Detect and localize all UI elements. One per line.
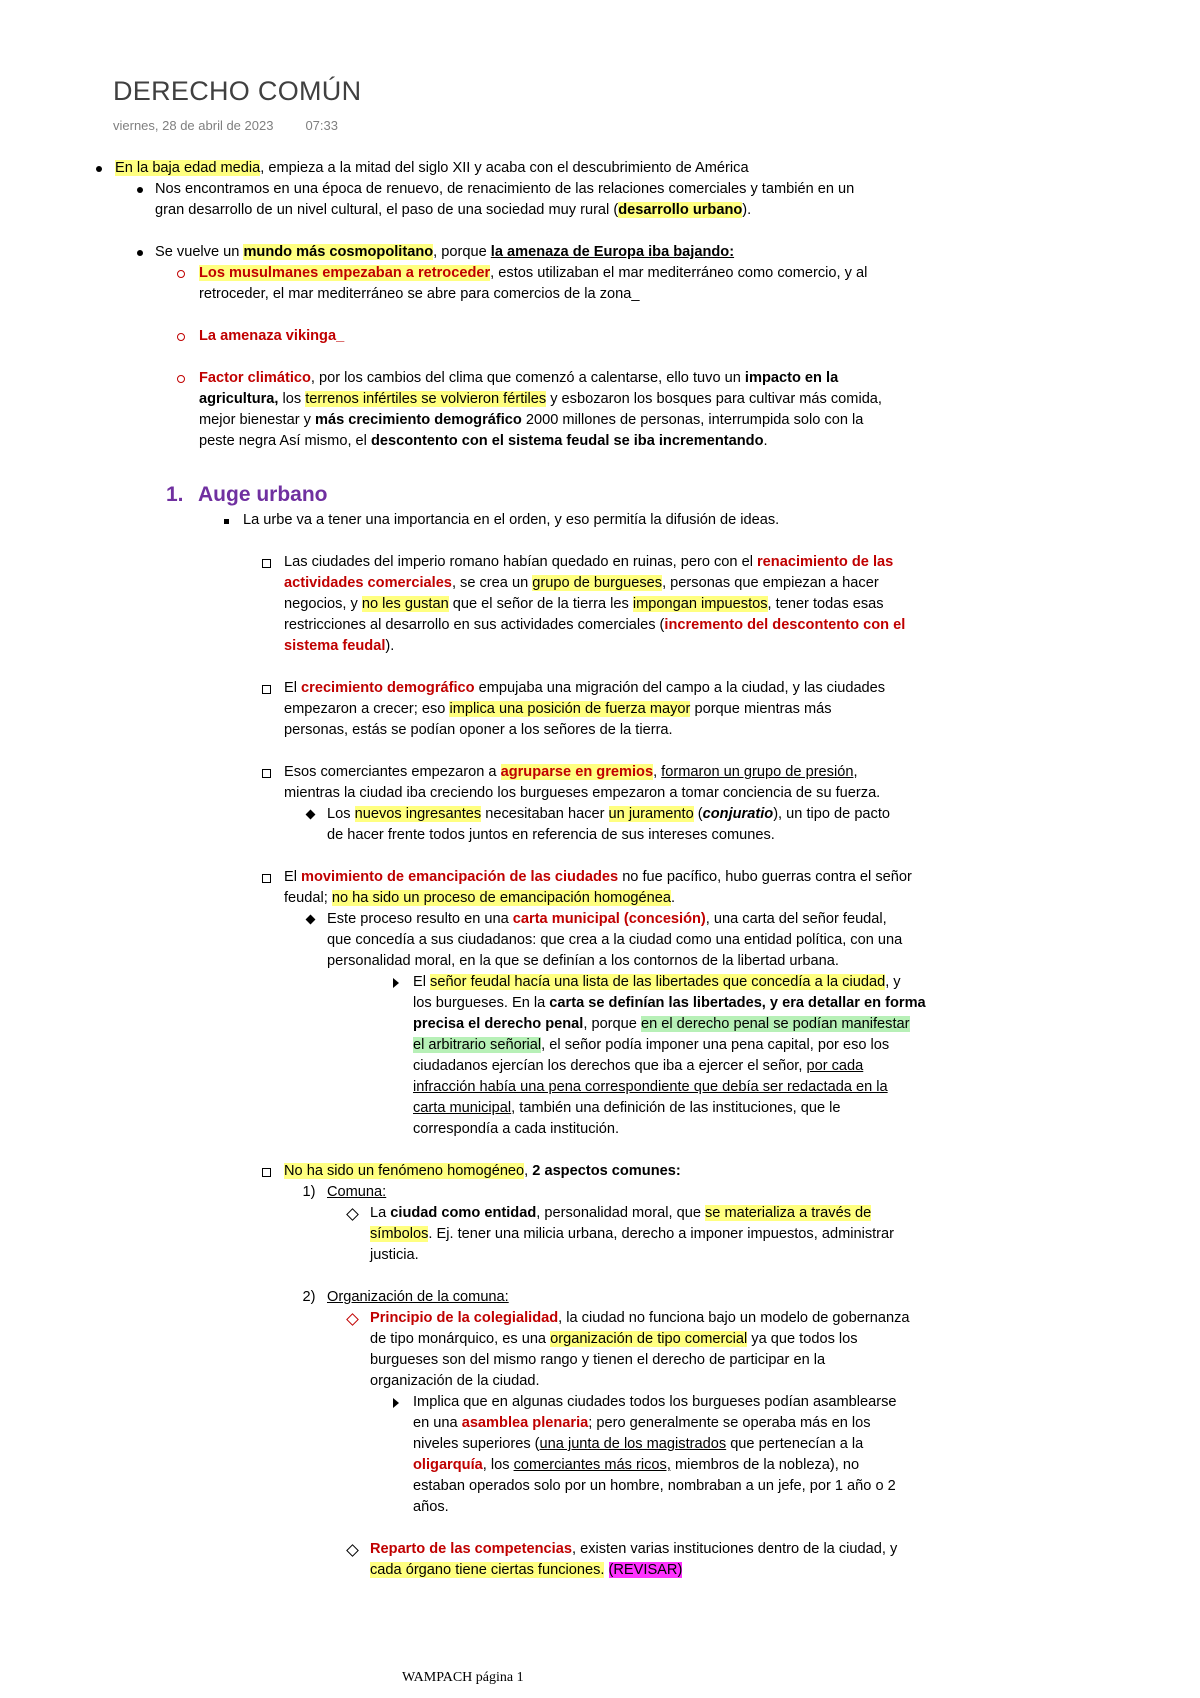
list-item: Se vuelve un mundo más cosmopolitano, porque la amenaza de Europa iba bajando: (0, 242, 1200, 263)
bullet-open-square-icon (258, 1161, 274, 1184)
list-item: Implica que en algunas ciudades todos los burgueses podían asamblearse en una asamblea plenaria; pero generalmente se operaba más en los niveles superiores (una junta de los magistrados que pertenecían a la oligarquía, los comerciantes más ricos, miembros de la nobleza), no estaban operados solo por un hombre, nombraban a un jefe, por 1 año o 2 años. (0, 1392, 1200, 1518)
list-item: La urbe va a tener una importancia en el orden, y eso permitía la difusión de ideas. (0, 510, 1200, 531)
bullet-diamond-icon (302, 909, 318, 930)
bullet-open-diamond-icon (344, 1308, 360, 1331)
page-meta (113, 118, 338, 133)
bullet-disc-icon (132, 242, 148, 263)
list-item: Los nuevos ingresantes necesitaban hacer un juramento (conjuratio), un tipo de pacto de hacer frente todos juntos en referencia de sus intereses comunes. (0, 804, 1200, 846)
bullet-open-square-icon (258, 552, 274, 575)
number-label: 1) (302, 1184, 316, 1200)
bullet-open-square-icon (258, 867, 274, 890)
list-item: La ciudad como entidad, personalidad moral, que se materializa a través de símbolos. Ej. tener una milicia urbana, derecho a imponer impuestos, administrar justicia. (0, 1203, 1200, 1266)
list-item: Principio de la colegialidad, la ciudad no funciona bajo un modelo de gobernanza de tipo monárquico, es una organización de tipo comercial ya que todos los burgueses son del mismo rango y tienen el derecho de participar en la organización de la ciudad. (0, 1308, 1200, 1392)
bullet-open-square-icon (258, 762, 274, 785)
list-item: Nos encontramos en una época de renuevo, de renacimiento de las relaciones comerciales y también en un gran desarrollo de un nivel cultural, el paso de una sociedad muy rural (desarrollo urbano). (0, 179, 1200, 221)
bullet-square-icon (218, 510, 234, 531)
list-item: El movimiento de emancipación de las ciudades no fue pacífico, hubo guerras contra el señor feudal; no ha sido un proceso de emancipación homogénea. (0, 867, 1200, 909)
page-footer: WAMPACH página 1 (402, 1670, 524, 1685)
list-item: Los musulmanes empezaban a retroceder, estos utilizaban el mar mediterráneo como comercio, y al retroceder, el mar mediterráneo se abre para comercios de la zona_ (0, 263, 1200, 305)
note-body (0, 158, 1200, 1581)
bullet-diamond-icon (302, 804, 318, 825)
section-heading: 1. Auge urbano (166, 483, 328, 506)
list-item: El señor feudal hacía una lista de las libertades que concedía a la ciudad, y los burgueses. En la carta se definían las libertades, y era detallar en forma precisa el derecho penal, porque en el derecho penal se podían manifestar el arbitrario señorial, el señor podía imponer una pena capital, por eso los ciudadanos ejercían los derechos que iba a ejercer el señor, por cada infracción había una pena correspondiente que debía ser redactada en la carta municipal, también una definición de las instituciones, que le correspondía a cada institución. (0, 972, 1200, 1140)
bullet-open-diamond-icon (344, 1203, 360, 1226)
page-title: DERECHO COMÚN (113, 76, 362, 106)
number-label: 2) (302, 1289, 316, 1305)
bullet-circle-icon (173, 326, 189, 348)
bullet-disc-icon (91, 158, 107, 179)
bullet-circle-icon (173, 368, 189, 390)
page-date: viernes, 28 de abril de 2023 (113, 118, 274, 133)
numbered-item: 1) Comuna: (0, 1182, 1200, 1203)
bullet-open-diamond-icon (344, 1539, 360, 1562)
list-item: En la baja edad media, empieza a la mitad del siglo XII y acaba con el descubrimiento de América (0, 158, 1200, 179)
list-item: Reparto de las competencias, existen varias instituciones dentro de la ciudad, y cada órgano tiene ciertas funciones. (REVISAR) (0, 1539, 1200, 1581)
bullet-open-square-icon (258, 678, 274, 701)
numbered-item: 2) Organización de la comuna: (0, 1287, 1200, 1308)
list-item: Esos comerciantes empezaron a agruparse en gremios, formaron un grupo de presión, mientras la ciudad iba creciendo los burgueses empezaron a tomar conciencia de su fuerza. (0, 762, 1200, 804)
list-item: El crecimiento demográfico empujaba una migración del campo a la ciudad, y las ciudades empezaron a crecer; eso implica una posición de fuerza mayor porque mientras más personas, estás se podían oponer a los señores de la tierra. (0, 678, 1200, 741)
list-item: No ha sido un fenómeno homogéneo, 2 aspectos comunes: (0, 1161, 1200, 1182)
bullet-disc-icon (132, 179, 148, 200)
list-item: Este proceso resulto en una carta municipal (concesión), una carta del señor feudal, que concedía a sus ciudadanos: que crea a la ciudad como una entidad política, con una personalidad moral, en la que se definían a los contornos de la libertad urbana. (0, 909, 1200, 972)
list-item: Las ciudades del imperio romano habían quedado en ruinas, pero con el renacimiento de las actividades comerciales, se crea un grupo de burgueses, personas que empiezan a hacer negocios, y no les gustan que el señor de la tierra les impongan impuestos, tener todas esas restricciones al desarrollo en sus actividades comerciales (incremento del descontento con el sistema feudal). (0, 552, 1200, 657)
page-time: 07:33 (305, 118, 338, 133)
bullet-circle-icon (173, 263, 189, 285)
list-item: La amenaza vikinga_ (0, 326, 1200, 347)
bullet-triangle-icon (388, 972, 404, 995)
bullet-triangle-icon (388, 1392, 404, 1415)
list-item: Factor climático, por los cambios del clima que comenzó a calentarse, ello tuvo un impacto en la agricultura, los terrenos infértiles se volvieron fértiles y esbozaron los bosques para cultivar más comida, mejor bienestar y más crecimiento demográfico 2000 millones de personas, interrumpida solo con la peste negra Así mismo, el descontento con el sistema feudal se iba incrementando. (0, 368, 1200, 452)
